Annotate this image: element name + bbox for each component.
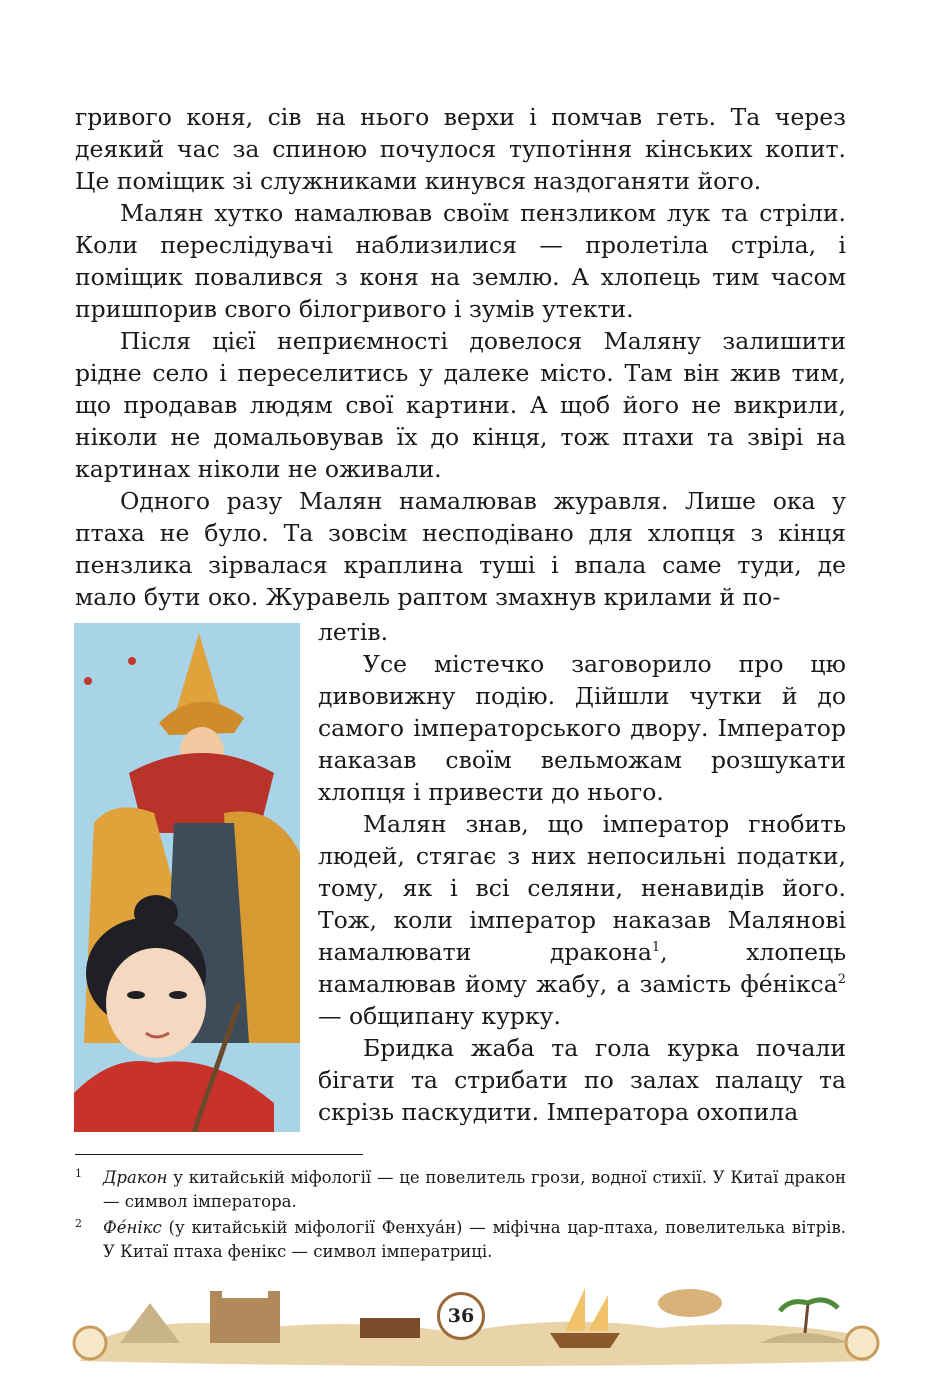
footnote-mark: 2 <box>75 1217 82 1230</box>
paragraph: Після цієї неприємності довелося Маляну залишити рідне село і переселитись у далеке місто. Там він жив тим, що продавав людям свої картини. А щоб його не викрили, ніколи не домальовував їх до кінця, тож птахи та звірі на картинах ніколи не оживали. <box>75 327 846 483</box>
footnote-separator <box>75 1154 363 1155</box>
footnote-text: (у китайській міфології Фенхуа́н) — міфічна цар-птаха, повелителька вітрів. У Китаї птаха фенікс — символ імператриці. <box>103 1218 846 1261</box>
text-segment: , хлопець намалював йому жабу, а замість фе́нікса <box>318 938 846 998</box>
paragraph: летів. <box>318 618 389 646</box>
footnote-text: у китайській міфології — це повелитель грози, водної стихії. У Китаї дракон — символ імператора. <box>103 1168 846 1211</box>
footnote-term: Дракон <box>103 1168 168 1187</box>
paragraph: Бридка жаба та гола курка почали бігати та стрибати по залах палацу та скрізь паскудити. Імператора охопила <box>318 1034 846 1126</box>
page-number: 36 <box>437 1292 485 1340</box>
emperor-and-boy-illustration <box>74 623 300 1132</box>
text-segment: — общипану курку. <box>318 1002 561 1030</box>
footnote <box>75 1166 846 1214</box>
text-segment: Малян знав, що імператор гнобить людей, стягає з них непосильні податки, тому, як і всі селяни, ненавидів його. Тож, коли імператор наказав Малянові намалювати дракона <box>318 810 846 966</box>
paragraph: гривого коня, сів на нього верхи і помчав геть. Та через деякий час за спиною почулося тупотіння кінських копит. Це поміщик зі служниками кинувся наздоганяти його. <box>75 103 846 195</box>
footnote <box>75 1216 846 1264</box>
footnote-ref[interactable]: 1 <box>651 940 661 956</box>
footnotes <box>75 1166 846 1266</box>
paragraph <box>318 808 846 1032</box>
footnote-mark: 1 <box>75 1167 82 1180</box>
paragraph: Малян хутко намалював своїм пензликом лук та стріли. Коли переслідувачі наблизилися — пролетіла стріла, і поміщик повалився з коня на землю. А хлопець тим часом пришпорив свого білогривого і зумів утекти. <box>75 199 846 323</box>
paragraph: Одного разу Малян намалював журавля. Лише ока у птаха не було. Та зовсім несподівано для хлопця з кінця пензлика зірвалася краплина туші і впала саме туди, де мало бути око. Журавель раптом змахнув крилами й по- <box>75 487 846 611</box>
side-text <box>318 616 846 1128</box>
paragraph: Усе містечко заговорило про цю дивовижну подію. Дійшли чутки й до самого імператорського двору. Імператор наказав своїм вельможам розшукати хлопця і привести до нього. <box>318 650 846 806</box>
footnote-ref[interactable]: 2 <box>837 972 846 988</box>
main-text <box>75 101 846 613</box>
footnote-term: Фе́нікс <box>103 1218 162 1237</box>
